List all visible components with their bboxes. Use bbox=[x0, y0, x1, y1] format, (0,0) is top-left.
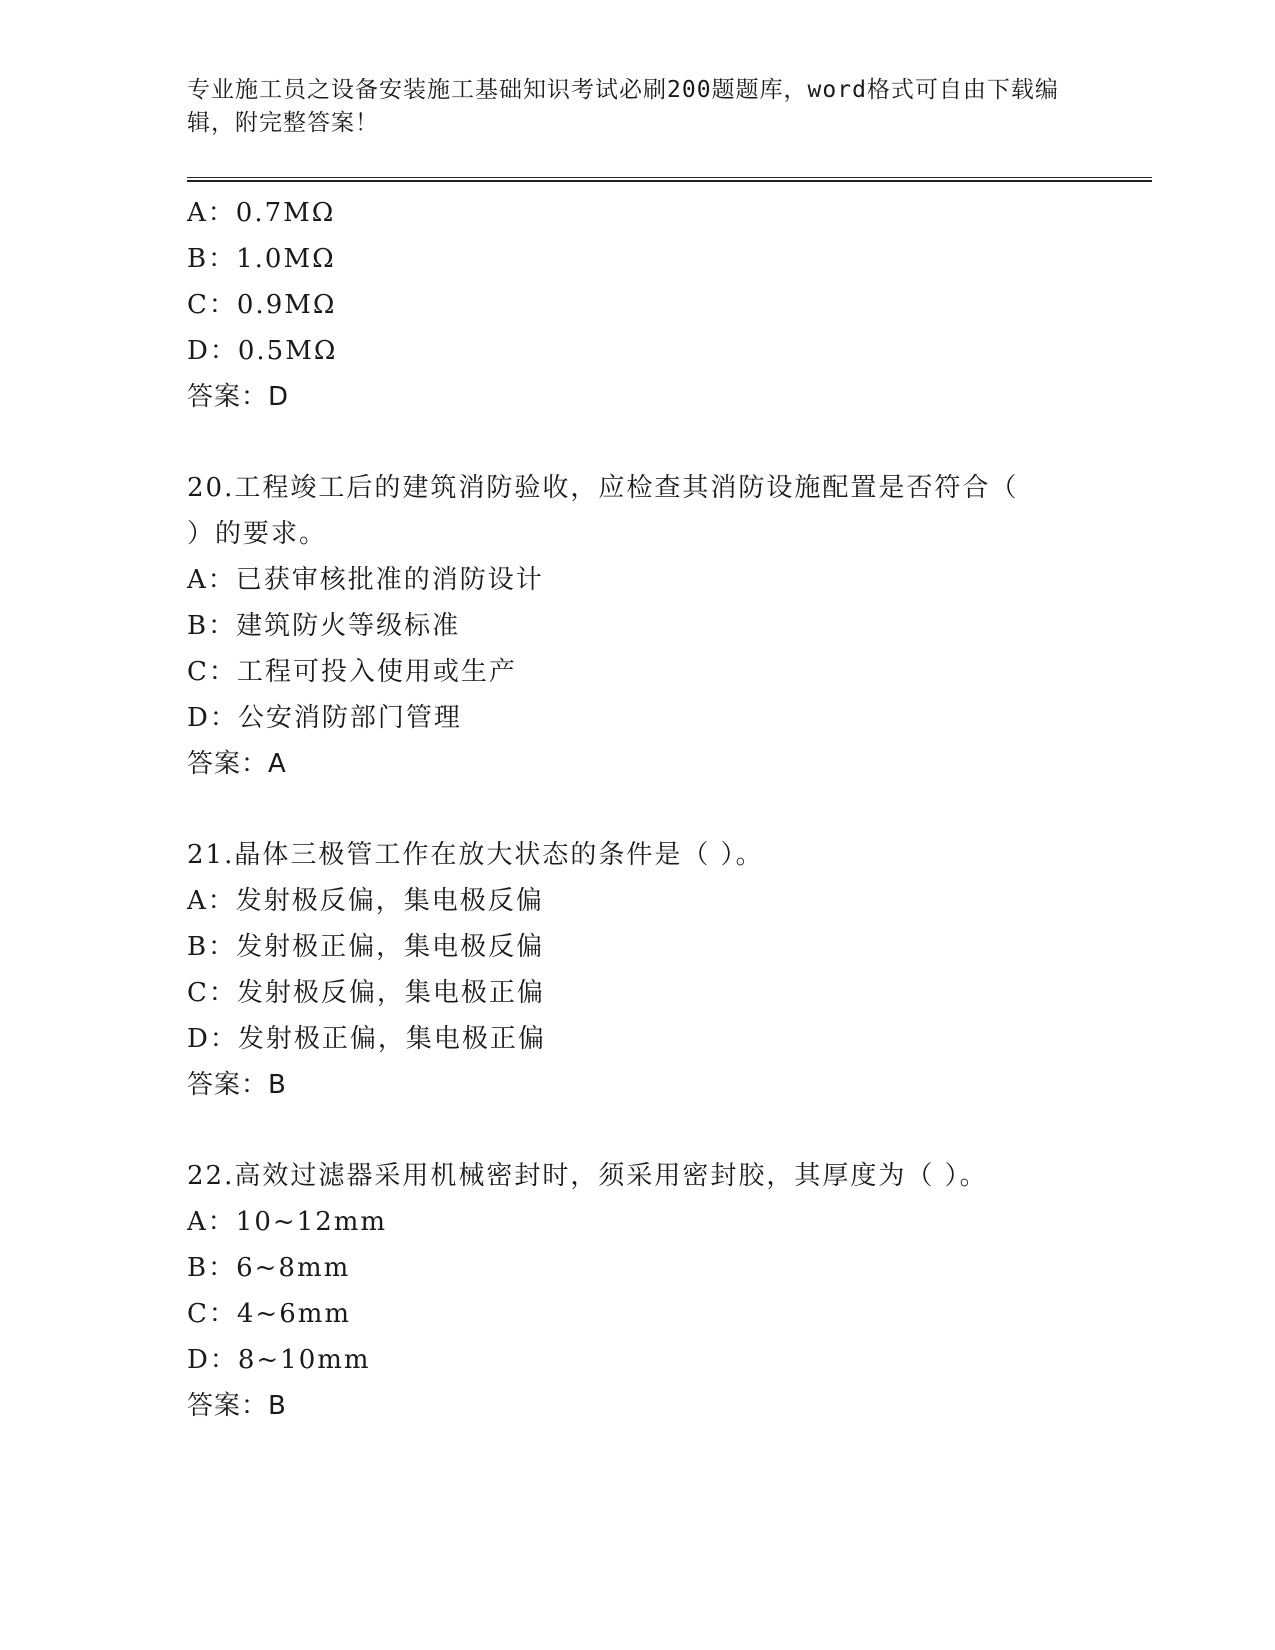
question-text-continued: ）的要求。 bbox=[187, 519, 328, 549]
block-spacer bbox=[187, 787, 1087, 832]
question-block-21 bbox=[187, 832, 1087, 1108]
option-c: C：0.9MΩ bbox=[187, 290, 337, 320]
option-b: B：6~8mm bbox=[187, 1253, 351, 1283]
option-a: A：已获审核批准的消防设计 bbox=[187, 565, 544, 595]
answer-line: 答案：A bbox=[187, 749, 287, 779]
answer-line: 答案：B bbox=[187, 1391, 287, 1421]
header-divider-thin bbox=[187, 177, 1152, 178]
question-text: 21.晶体三极管工作在放大状态的条件是（ ）。 bbox=[187, 840, 764, 870]
document-header: 专业施工员之设备安装施工基础知识考试必刷200题题库，word格式可自由下载编辑，附完整答案！ bbox=[187, 77, 1059, 136]
answer-line: 答案：D bbox=[187, 382, 290, 412]
question-text: 22.高效过滤器采用机械密封时，须采用密封胶，其厚度为（ ）。 bbox=[187, 1161, 988, 1191]
option-c: C：4~6mm bbox=[187, 1299, 352, 1329]
block-spacer bbox=[187, 1108, 1087, 1153]
option-d: D：公安消防部门管理 bbox=[187, 703, 462, 733]
answer-line: 答案：B bbox=[187, 1070, 287, 1100]
header-divider-thick bbox=[187, 180, 1152, 182]
option-a: A：发射极反偏，集电极反偏 bbox=[187, 886, 544, 916]
question-text: 20.工程竣工后的建筑消防验收，应检查其消防设施配置是否符合（ bbox=[187, 473, 1019, 503]
option-d: D：8~10mm bbox=[187, 1345, 371, 1375]
option-a: A：0.7MΩ bbox=[187, 198, 336, 228]
question-block-22 bbox=[187, 1153, 1087, 1429]
option-c: C：发射极反偏，集电极正偏 bbox=[187, 978, 545, 1008]
question-block-19 bbox=[187, 190, 1087, 420]
option-a: A：10~12mm bbox=[187, 1207, 388, 1237]
block-spacer bbox=[187, 420, 1087, 465]
option-d: D：发射极正偏，集电极正偏 bbox=[187, 1024, 546, 1054]
question-list bbox=[187, 190, 1087, 1429]
question-block-20 bbox=[187, 465, 1087, 787]
option-b: B：建筑防火等级标准 bbox=[187, 611, 461, 641]
option-c: C：工程可投入使用或生产 bbox=[187, 657, 517, 687]
option-b: B：1.0MΩ bbox=[187, 244, 336, 274]
option-d: D：0.5MΩ bbox=[187, 336, 338, 366]
option-b: B：发射极正偏，集电极反偏 bbox=[187, 932, 545, 962]
